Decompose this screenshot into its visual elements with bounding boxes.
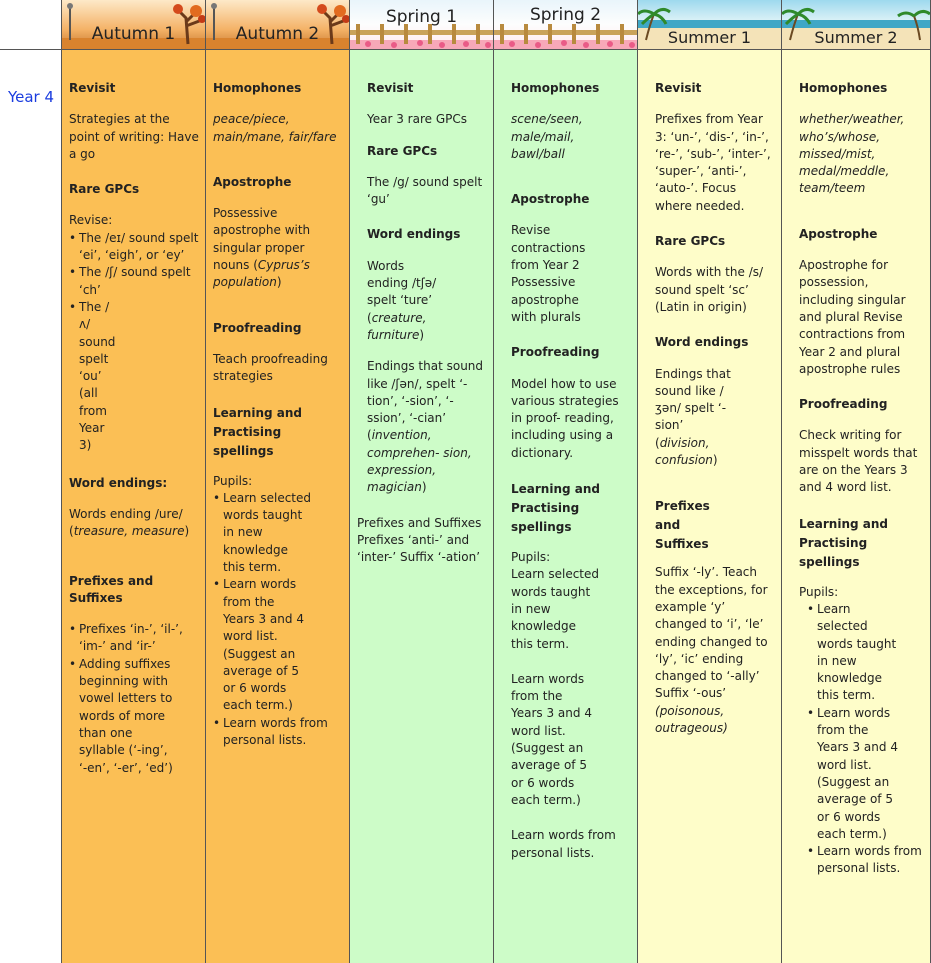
heading-rare-gpcs: Rare GPCs: [655, 234, 726, 249]
heading-apostrophe: Apostrophe: [799, 226, 878, 241]
list-item: • Learn words from the Years 3 and 4 word list. (Suggest an average of 5 or 6 words each term.): [817, 705, 901, 843]
example-words: scene/seen, male/mail, bawl/ball: [511, 112, 583, 161]
text-part: ): [421, 480, 427, 495]
text: Model how to use various strategies in proof- reading, including using a dictionary.: [511, 376, 619, 460]
heading-proofreading: Proofreading: [213, 320, 302, 335]
text-part: Possessive apostrophe with singular proper nouns (: [213, 206, 311, 273]
list-item: • Prefixes ‘in-’, ‘il-’, ‘im-’ and ‘ir-’: [79, 621, 199, 656]
text: Teach proofreading strategies: [213, 351, 328, 384]
list-item: • The /eɪ/ sound spelt ‘ei’, ‘eigh’, or ‘ey’: [79, 230, 199, 265]
list-item: • Learn words from personal lists.: [817, 843, 924, 878]
heading-proofreading: Proofreading: [511, 345, 600, 360]
example-words: Cyprus’s population: [213, 258, 310, 290]
text: Suffix ‘-ous’: [655, 686, 727, 701]
list-item: • Learn selected words taught in new knowledge this term.: [817, 601, 901, 705]
header-label: Autumn 1: [91, 24, 176, 44]
text: Apostrophe for possession, including singular and plural Revise contractions from Year 2 and plural apostrophe rules: [799, 258, 906, 376]
summer-1-cell: [638, 50, 782, 963]
heading-homophones: Homophones: [511, 81, 600, 95]
text-part: Endings that sound like /ʒən/ spelt ‘-sion’ (: [655, 366, 731, 450]
bullet-list: [213, 490, 343, 749]
text: [655, 366, 735, 470]
text-part: ): [419, 327, 425, 342]
heading-learning-practising: Learning and Practising spellings: [213, 405, 302, 458]
year-label: Year 4: [7, 88, 55, 106]
heading-prefixes-suffixes: Prefixes and Suffixes: [655, 499, 710, 552]
spring-1-cell: [350, 50, 494, 963]
text: Learn selected words taught in new knowledge this term.: [511, 567, 600, 651]
text: Check writing for misspelt words that are on the Years 3 and 4 word list.: [799, 428, 918, 495]
header-autumn-2: [206, 0, 350, 50]
header-label: Summer 1: [667, 28, 752, 47]
heading-word-endings: Word endings:: [69, 475, 168, 490]
example-words: treasure, measure: [73, 524, 185, 539]
example-words: division, confusion: [655, 435, 713, 468]
list-item: • The /ʌ/ sound spelt ‘ou’ (all from Year 3): [79, 299, 119, 455]
autumn-1-cell: [62, 50, 206, 963]
list-item: • Adding suffixes beginning with vowel letters to words of more than one syllable (‘-ing’, ‘-en’, ‘-er’, ‘ed’): [79, 656, 179, 777]
heading-prefixes-suffixes: Prefixes and Suffixes: [69, 573, 154, 605]
summer-2-cell: [782, 50, 931, 963]
year-cell: [0, 50, 62, 963]
text: Revise contractions from Year 2 Possessive apostrophe with plurals: [511, 223, 586, 324]
text-part: Endings that sound like /ʃən/, spelt ‘-tion’, ‘-sion’, ‘-ssion’, ‘-cian’ (: [367, 359, 484, 443]
text: Pupils:: [213, 473, 253, 488]
text: Suffix ‘-ly’. Teach the exceptions, for example ‘y’ changed to ‘i’, ‘le’ ending changed to ‘ly’, ‘ic’ ending changed to ‘-ally’: [655, 565, 768, 684]
text: The /g/ sound spelt ‘gu’: [367, 174, 483, 207]
text-part: poisonous, outrageous: [655, 703, 725, 736]
text: [213, 205, 343, 291]
text: Pupils:: [799, 584, 839, 599]
bullet-list: [69, 621, 199, 777]
list-item: • The /ʃ/ sound spelt ‘ch’: [79, 264, 199, 299]
header-label: Summer 2: [814, 28, 898, 47]
heading-learning-practising: Learning and Practising spellings: [799, 516, 888, 569]
heading-rare-gpcs: Rare GPCs: [367, 143, 438, 158]
text: [367, 258, 447, 344]
header-label: Spring 2: [529, 5, 602, 25]
text-part: ): [712, 453, 718, 468]
autumn-2-cell: [206, 50, 350, 963]
text: Year 3 rare GPCs: [367, 112, 467, 127]
heading-revisit: Revisit: [655, 81, 702, 95]
header-spring-2: [494, 0, 638, 50]
text-part: ): [723, 721, 728, 736]
text: Learn words from the Years 3 and 4 word list. (Suggest an average of 5 or 6 words each term.): [511, 671, 592, 807]
header-summer-2: [782, 0, 931, 50]
header-label: Spring 1: [385, 7, 458, 27]
text: Words with the /s/ sound spelt ‘sc’ (Latin in origin): [655, 265, 764, 314]
list-item: • Learn words from personal lists.: [223, 715, 343, 750]
text: [69, 506, 199, 541]
heading-learning-practising: Learning and Practising spellings: [511, 482, 600, 535]
heading-homophones: Homophones: [213, 81, 302, 95]
example-words: peace/piece, main/mane, fair/fare: [213, 112, 337, 144]
heading-apostrophe: Apostrophe: [213, 174, 292, 189]
bullet-list: [69, 230, 199, 455]
text-part: Words ending /tʃə/ spelt ‘ture’ (: [367, 258, 437, 325]
heading-homophones: Homophones: [799, 81, 888, 95]
header-autumn-1: [62, 0, 206, 50]
text: Pupils:: [511, 550, 551, 565]
text: Prefixes and Suffixes Prefixes ‘anti-’ and ‘inter-’ Suffix ‘-ation’: [357, 515, 482, 565]
text: Prefixes from Year 3: ‘un-’, ‘dis-’, ‘in-’, ‘re-’, ‘sub-’, ‘inter-’, ‘super-’, ‘anti-’, ‘auto-’. Focus where needed.: [655, 112, 771, 213]
header-spring-1: [350, 0, 494, 50]
heading-word-endings: Word endings: [655, 335, 749, 350]
example-words: creature, furniture: [367, 310, 427, 342]
heading-proofreading: Proofreading: [799, 397, 888, 412]
text: Learn words from personal lists.: [511, 828, 616, 860]
text: [367, 358, 487, 496]
heading-apostrophe: Apostrophe: [511, 192, 590, 207]
heading-revisit: Revisit: [69, 81, 116, 95]
text: Strategies at the point of writing: Have a go: [69, 112, 199, 161]
heading-rare-gpcs: Rare GPCs: [69, 182, 140, 197]
spring-2-cell: [494, 50, 638, 963]
header-summer-1: [638, 0, 782, 50]
example-words: [655, 703, 775, 738]
bullet-list: [799, 601, 924, 878]
text-part: ): [276, 275, 282, 290]
heading-revisit: Revisit: [367, 81, 414, 95]
text: Revise:: [69, 213, 113, 228]
heading-word-endings: Word endings: [367, 227, 461, 242]
text-part: (: [655, 703, 660, 718]
header-label: Autumn 2: [235, 24, 320, 44]
list-item: • Learn selected words taught in new knowledge this term.: [223, 490, 313, 576]
corner-cell: [0, 0, 62, 50]
list-item: • Learn words from the Years 3 and 4 word list. (Suggest an average of 5 or 6 words each term.): [223, 576, 307, 714]
text-part: Words ending /ure/ (: [69, 506, 183, 539]
text-part: ): [184, 524, 190, 539]
example-words: whether/weather, who’s/whose, missed/mist, medal/meddle, team/teem: [799, 112, 905, 196]
example-words: invention, comprehen- sion, expression, magician: [367, 428, 472, 495]
